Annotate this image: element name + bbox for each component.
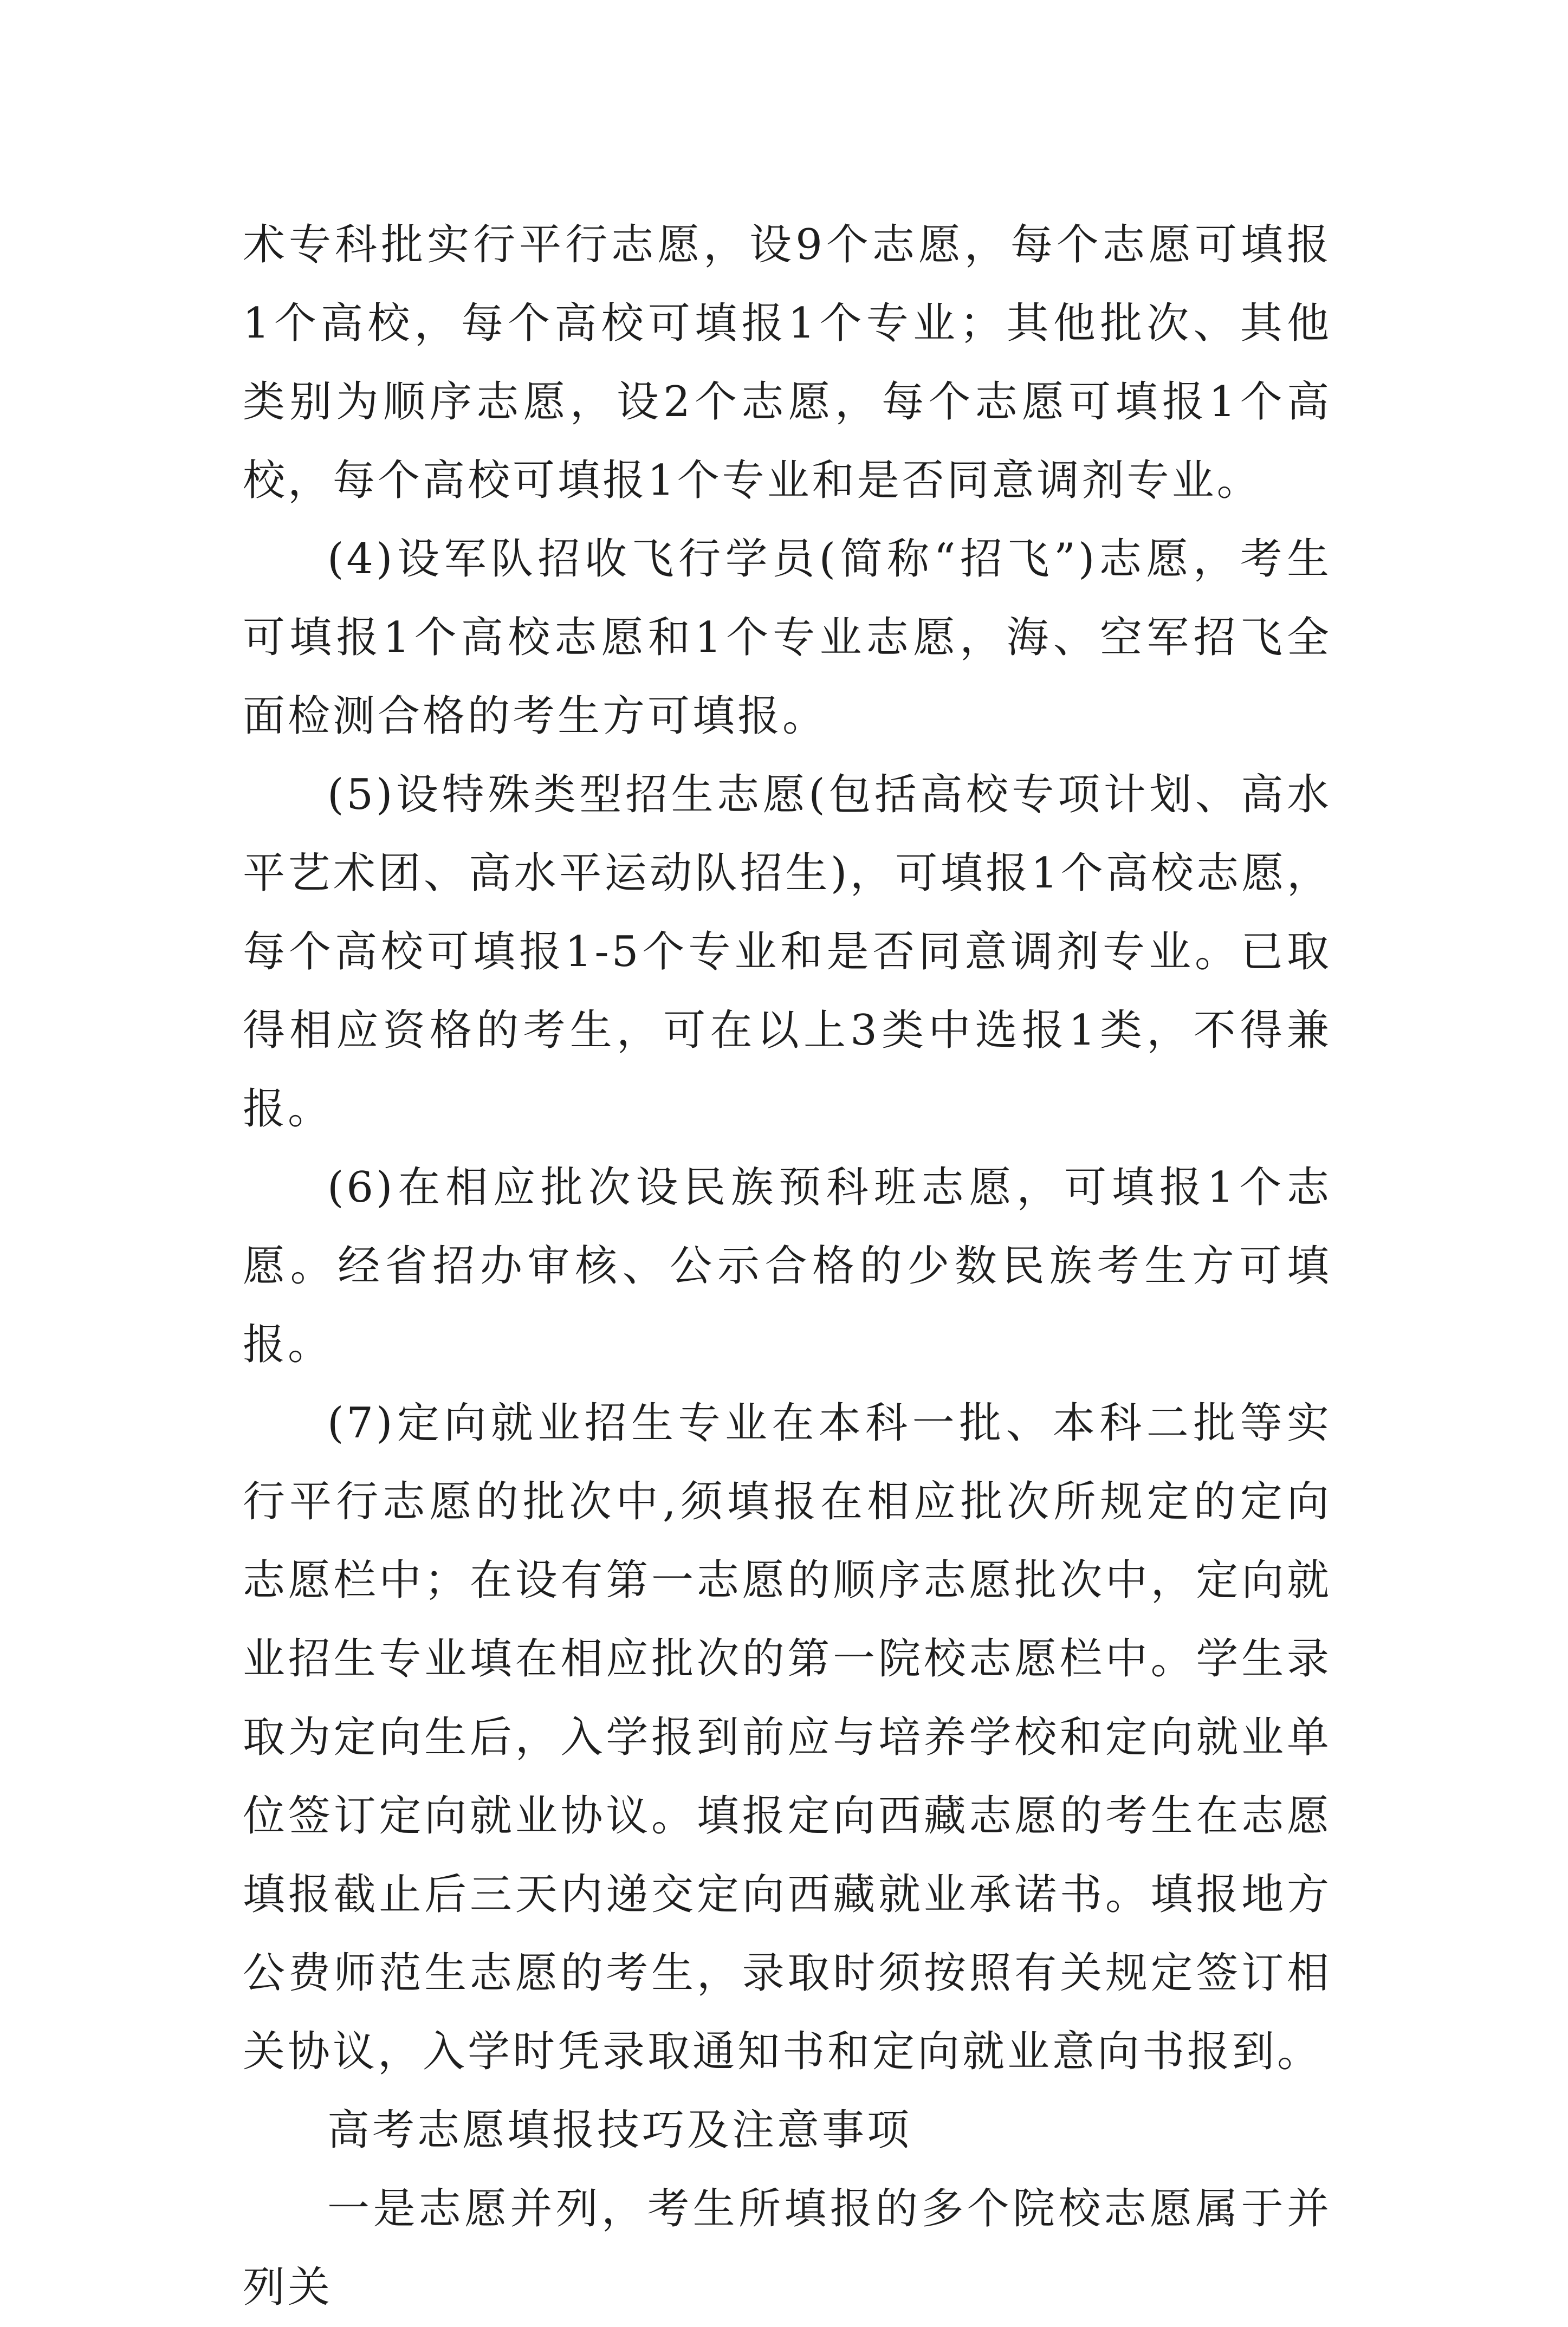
paragraph-item-5: (5)设特殊类型招生志愿(包括高校专项计划、高水平艺术团、高水平运动队招生)，可填报1个高校志愿，每个高校可填报1-5个专业和是否同意调剂专业。已取得相应资格的考生，可在以上3类中选报1类，不得兼报。 (243, 770, 1332, 1133)
paragraph-item-4: (4)设军队招收飞行学员(简称“招飞”)志愿，考生可填报1个高校志愿和1个专业志愿，海、空军招飞全面检测合格的考生方可填报。 (243, 535, 1332, 741)
paragraph-item-6: (6)在相应批次设民族预科班志愿，可填报1个志愿。经省招办审核、公示合格的少数民族考生方可填报。 (243, 1163, 1332, 1369)
paragraph-item-7: (7)定向就业招生专业在本科一批、本科二批等实行平行志愿的批次中,须填报在相应批次所规定的定向志愿栏中；在设有第一志愿的顺序志愿批次中，定向就业招生专业填在相应批次的第一院校志愿栏中。学生录取为定向生后，入学报到前应与培养学校和定向就业单位签订定向就业协议。填报定向西藏志愿的考生在志愿填报截止后三天内递交定向西藏就业承诺书。填报地方公费师范生志愿的考生，录取时须按照有关规定签订相关协议，入学时凭录取通知书和定向就业意向书报到。 (243, 1399, 1332, 2076)
paragraph-continuation: 术专科批实行平行志愿，设9个志愿，每个志愿可填报1个高校，每个高校可填报1个专业；其他批次、其他类别为顺序志愿，设2个志愿，每个志愿可填报1个高校，每个高校可填报1个专业和是否同意调剂专业。 (243, 221, 1332, 505)
paragraph-tip-1: 一是志愿并列，考生所填报的多个院校志愿属于并列关 (243, 2185, 1332, 2312)
document-page (243, 206, 1332, 2327)
section-heading: 高考志愿填报技巧及注意事项 (327, 2106, 912, 2155)
